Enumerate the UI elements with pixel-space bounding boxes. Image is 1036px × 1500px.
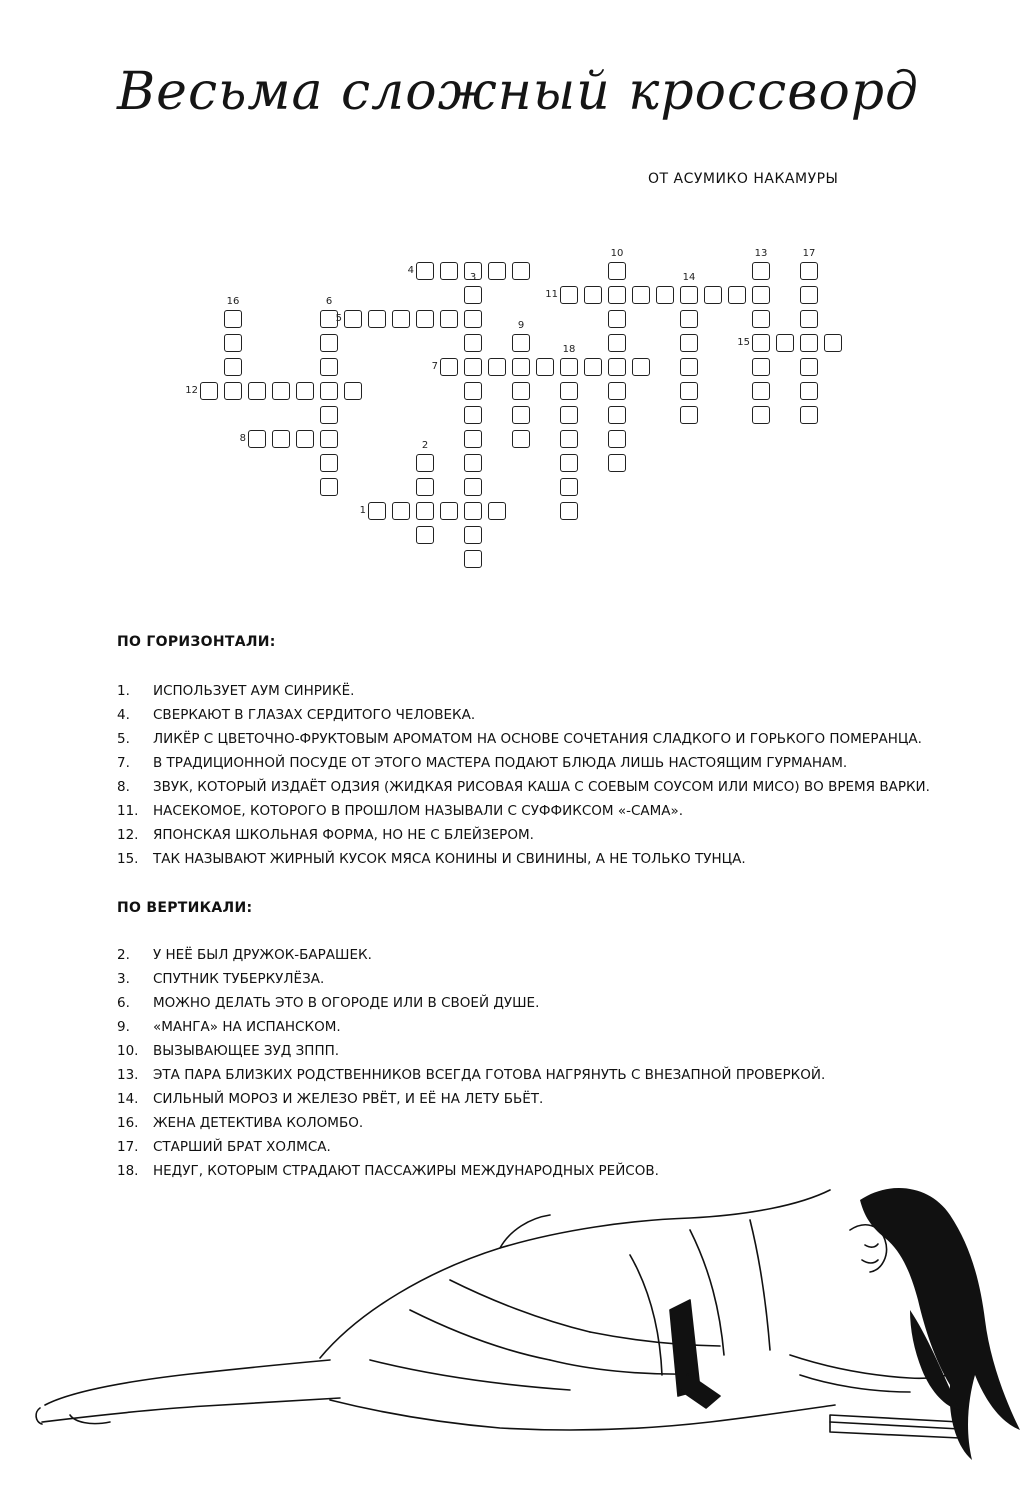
- clue-item: [117, 1087, 825, 1111]
- author-credit: ОТ АСУМИКО НАКАМУРЫ: [648, 171, 839, 187]
- clue-number-label: 9: [517, 320, 525, 331]
- clue-number-label: 5: [335, 313, 342, 324]
- clue-number-label: 2: [421, 440, 429, 451]
- crossword-cell[interactable]: [296, 382, 314, 400]
- clue-text: НЕДУГ, КОТОРЫМ СТРАДАЮТ ПАССАЖИРЫ МЕЖДУНАРОДНЫХ РЕЙСОВ.: [153, 1163, 659, 1179]
- down-heading: ПО ВЕРТИКАЛИ:: [117, 900, 253, 916]
- clue-number: 1.: [117, 683, 130, 699]
- crossword-cell[interactable]: [800, 334, 818, 352]
- crossword-cell[interactable]: [608, 406, 626, 424]
- clue-item: [117, 1063, 825, 1087]
- clue-number: 16.: [117, 1115, 139, 1131]
- clue-text: В ТРАДИЦИОННОЙ ПОСУДЕ ОТ ЭТОГО МАСТЕРА ПОДАЮТ БЛЮДА ЛИШЬ НАСТОЯЩИМ ГУРМАНАМ.: [153, 755, 848, 771]
- crossword-cell[interactable]: [680, 358, 698, 376]
- clue-number-label: 15: [737, 337, 750, 348]
- crossword-cell[interactable]: [416, 454, 434, 472]
- clue-item: [117, 943, 825, 967]
- crossword-cell[interactable]: [368, 502, 386, 520]
- clue-number-label: 8: [239, 433, 246, 444]
- crossword-cell[interactable]: [632, 358, 650, 376]
- crossword-cell[interactable]: [656, 286, 674, 304]
- crossword-cell[interactable]: [512, 430, 530, 448]
- crossword-cell[interactable]: [680, 310, 698, 328]
- clue-text: СПУТНИК ТУБЕРКУЛЁЗА.: [153, 971, 325, 987]
- crossword-cell[interactable]: [224, 358, 242, 376]
- crossword-cell[interactable]: [560, 454, 578, 472]
- crossword-cell[interactable]: [464, 550, 482, 568]
- clue-number: 8.: [117, 779, 130, 795]
- clue-number-label: 7: [431, 361, 438, 372]
- crossword-cell[interactable]: [320, 334, 338, 352]
- reclining-woman-illustration: [30, 1160, 1036, 1500]
- crossword-cell[interactable]: [632, 286, 650, 304]
- clue-text: НАСЕКОМОЕ, КОТОРОГО В ПРОШЛОМ НАЗЫВАЛИ С СУФФИКСОМ «-САМА».: [153, 803, 684, 819]
- clue-number-label: 12: [185, 385, 198, 396]
- clue-number: 15.: [117, 851, 139, 867]
- crossword-cell[interactable]: [776, 334, 794, 352]
- crossword-cell[interactable]: [560, 502, 578, 520]
- crossword-cell[interactable]: [680, 382, 698, 400]
- crossword-cell[interactable]: [320, 358, 338, 376]
- crossword-cell[interactable]: [440, 358, 458, 376]
- clue-number-label: 13: [754, 248, 768, 259]
- clue-number-label: 16: [226, 296, 240, 307]
- crossword-cell[interactable]: [464, 454, 482, 472]
- clue-item: [117, 1111, 825, 1135]
- crossword-cell[interactable]: [296, 430, 314, 448]
- crossword-cell[interactable]: [248, 382, 266, 400]
- crossword-cell[interactable]: [800, 310, 818, 328]
- clue-number-label: 6: [325, 296, 333, 307]
- crossword-cell[interactable]: [512, 334, 530, 352]
- clue-number: 3.: [117, 971, 130, 987]
- crossword-cell[interactable]: [824, 334, 842, 352]
- clue-text: У НЕЁ БЫЛ ДРУЖОК-БАРАШЕК.: [153, 947, 372, 963]
- across-clue-list: [117, 679, 930, 871]
- crossword-cell[interactable]: [560, 406, 578, 424]
- crossword-cell[interactable]: [800, 382, 818, 400]
- crossword-cell[interactable]: [608, 430, 626, 448]
- crossword-cell[interactable]: [368, 310, 386, 328]
- crossword-cell[interactable]: [560, 430, 578, 448]
- crossword-cell[interactable]: [416, 262, 434, 280]
- crossword-cell[interactable]: [680, 406, 698, 424]
- crossword-cell[interactable]: [272, 430, 290, 448]
- crossword-cell[interactable]: [464, 430, 482, 448]
- crossword-cell[interactable]: [392, 310, 410, 328]
- clue-number: 13.: [117, 1067, 139, 1083]
- crossword-cell[interactable]: [800, 262, 818, 280]
- across-heading: ПО ГОРИЗОНТАЛИ:: [117, 634, 276, 650]
- clue-text: СТАРШИЙ БРАТ ХОЛМСА.: [153, 1139, 331, 1155]
- page-title: Весьма сложный кроссворд: [116, 62, 920, 122]
- clue-number: 6.: [117, 995, 130, 1011]
- crossword-cell[interactable]: [320, 382, 338, 400]
- clue-text: СВЕРКАЮТ В ГЛАЗАХ СЕРДИТОГО ЧЕЛОВЕКА.: [153, 707, 476, 723]
- clue-number-label: 3: [469, 272, 477, 283]
- crossword-cell[interactable]: [224, 310, 242, 328]
- clue-text: ВЫЗЫВАЮЩЕЕ ЗУД ЗППП.: [153, 1043, 340, 1059]
- crossword-cell[interactable]: [464, 286, 482, 304]
- clue-number-label: 14: [682, 272, 696, 283]
- crossword-cell[interactable]: [680, 334, 698, 352]
- clue-number-label: 17: [802, 248, 816, 259]
- clue-item: [117, 775, 930, 799]
- clue-item: [117, 967, 825, 991]
- clue-number-label: 10: [610, 248, 624, 259]
- crossword-cell[interactable]: [464, 382, 482, 400]
- crossword-cell[interactable]: [560, 478, 578, 496]
- crossword-cell[interactable]: [680, 286, 698, 304]
- clue-item: [117, 703, 930, 727]
- crossword-cell[interactable]: [488, 262, 506, 280]
- clue-number-label: 18: [562, 344, 576, 355]
- crossword-cell[interactable]: [608, 262, 626, 280]
- clue-number: 11.: [117, 803, 139, 819]
- clue-item: [117, 991, 825, 1015]
- crossword-cell[interactable]: [416, 478, 434, 496]
- clue-text: СИЛЬНЫЙ МОРОЗ И ЖЕЛЕЗО РВЁТ, И ЕЁ НА ЛЕТУ БЬЁТ.: [153, 1091, 544, 1107]
- clue-text: ИСПОЛЬЗУЕТ АУМ СИНРИКЁ.: [153, 683, 355, 699]
- crossword-cell[interactable]: [464, 358, 482, 376]
- clue-text: ЗВУК, КОТОРЫЙ ИЗДАЁТ ОДЗИЯ (ЖИДКАЯ РИСОВАЯ КАША С СОЕВЫМ СОУСОМ ИЛИ МИСО) ВО ВРЕМЯ ВАРКИ.: [153, 779, 930, 795]
- crossword-cell[interactable]: [800, 286, 818, 304]
- crossword-cell[interactable]: [608, 334, 626, 352]
- crossword-cell[interactable]: [320, 454, 338, 472]
- crossword-cell[interactable]: [560, 382, 578, 400]
- clue-item: [117, 1039, 825, 1063]
- clue-text: ЖЕНА ДЕТЕКТИВА КОЛОМБО.: [153, 1115, 364, 1131]
- crossword-cell[interactable]: [608, 454, 626, 472]
- crossword-cell[interactable]: [728, 286, 746, 304]
- crossword-cell[interactable]: [752, 334, 770, 352]
- crossword-cell[interactable]: [608, 382, 626, 400]
- crossword-cell[interactable]: [464, 526, 482, 544]
- crossword-cell[interactable]: [200, 382, 218, 400]
- crossword-cell[interactable]: [440, 262, 458, 280]
- crossword-cell[interactable]: [752, 406, 770, 424]
- crossword-cell[interactable]: [320, 430, 338, 448]
- crossword-cell[interactable]: [560, 358, 578, 376]
- crossword-grid: [0, 0, 1036, 600]
- crossword-cell[interactable]: [800, 406, 818, 424]
- clue-item: [117, 847, 930, 871]
- crossword-cell[interactable]: [392, 502, 410, 520]
- crossword-cell[interactable]: [224, 334, 242, 352]
- crossword-cell[interactable]: [248, 430, 266, 448]
- clue-text: «МАНГА» НА ИСПАНСКОМ.: [153, 1019, 341, 1035]
- clue-number-label: 1: [359, 505, 366, 516]
- crossword-cell[interactable]: [440, 502, 458, 520]
- crossword-cell[interactable]: [512, 406, 530, 424]
- clue-number: 5.: [117, 731, 130, 747]
- clue-number: 14.: [117, 1091, 139, 1107]
- clue-item: [117, 823, 930, 847]
- down-clue-list: [117, 943, 825, 1183]
- clue-item: [117, 727, 930, 751]
- clue-text: ЛИКЁР С ЦВЕТОЧНО-ФРУКТОВЫМ АРОМАТОМ НА ОСНОВЕ СОЧЕТАНИЯ СЛАДКОГО И ГОРЬКОГО ПОМЕРАНЦА.: [153, 731, 922, 747]
- crossword-cell[interactable]: [584, 286, 602, 304]
- clue-number: 7.: [117, 755, 130, 771]
- crossword-cell[interactable]: [608, 358, 626, 376]
- clue-number: 18.: [117, 1163, 139, 1179]
- crossword-cell[interactable]: [320, 478, 338, 496]
- crossword-cell[interactable]: [320, 406, 338, 424]
- clue-number: 4.: [117, 707, 130, 723]
- crossword-cell[interactable]: [512, 262, 530, 280]
- crossword-cell[interactable]: [464, 334, 482, 352]
- crossword-cell[interactable]: [344, 382, 362, 400]
- crossword-cell[interactable]: [704, 286, 722, 304]
- clue-item: [117, 751, 930, 775]
- crossword-cell[interactable]: [416, 502, 434, 520]
- clue-item: [117, 799, 930, 823]
- crossword-cell[interactable]: [224, 382, 242, 400]
- clue-number: 12.: [117, 827, 139, 843]
- clue-text: ЭТА ПАРА БЛИЗКИХ РОДСТВЕННИКОВ ВСЕГДА ГОТОВА НАГРЯНУТЬ С ВНЕЗАПНОЙ ПРОВЕРКОЙ.: [153, 1067, 826, 1083]
- clue-number: 17.: [117, 1139, 139, 1155]
- crossword-cell[interactable]: [752, 262, 770, 280]
- crossword-cell[interactable]: [752, 382, 770, 400]
- clue-number-label: 11: [545, 289, 558, 300]
- clue-text: МОЖНО ДЕЛАТЬ ЭТО В ОГОРОДЕ ИЛИ В СВОЕЙ ДУШЕ.: [153, 995, 540, 1011]
- crossword-cell[interactable]: [416, 310, 434, 328]
- crossword-cell[interactable]: [464, 502, 482, 520]
- crossword-cell[interactable]: [584, 358, 602, 376]
- crossword-cell[interactable]: [800, 358, 818, 376]
- crossword-cell[interactable]: [272, 382, 290, 400]
- crossword-cell[interactable]: [752, 310, 770, 328]
- crossword-cell[interactable]: [488, 358, 506, 376]
- clue-item: [117, 679, 930, 703]
- crossword-cell[interactable]: [464, 478, 482, 496]
- clue-text: ЯПОНСКАЯ ШКОЛЬНАЯ ФОРМА, НО НЕ С БЛЕЙЗЕРОМ.: [153, 827, 534, 843]
- crossword-cell[interactable]: [608, 286, 626, 304]
- crossword-cell[interactable]: [752, 358, 770, 376]
- crossword-cell[interactable]: [512, 382, 530, 400]
- crossword-cell[interactable]: [416, 526, 434, 544]
- clue-item: [117, 1135, 825, 1159]
- clue-number: 2.: [117, 947, 130, 963]
- clue-number: 10.: [117, 1043, 139, 1059]
- crossword-cell[interactable]: [440, 310, 458, 328]
- crossword-cell[interactable]: [536, 358, 554, 376]
- crossword-cell[interactable]: [344, 310, 362, 328]
- crossword-cell[interactable]: [512, 358, 530, 376]
- crossword-cell[interactable]: [608, 310, 626, 328]
- clue-text: ТАК НАЗЫВАЮТ ЖИРНЫЙ КУСОК МЯСА КОНИНЫ И СВИНИНЫ, А НЕ ТОЛЬКО ТУНЦА.: [153, 851, 746, 867]
- clue-number: 9.: [117, 1019, 130, 1035]
- crossword-cell[interactable]: [752, 286, 770, 304]
- clue-number-label: 4: [407, 265, 414, 276]
- crossword-cell[interactable]: [464, 310, 482, 328]
- crossword-cell[interactable]: [560, 286, 578, 304]
- clue-item: [117, 1015, 825, 1039]
- crossword-cell[interactable]: [488, 502, 506, 520]
- crossword-cell[interactable]: [464, 406, 482, 424]
